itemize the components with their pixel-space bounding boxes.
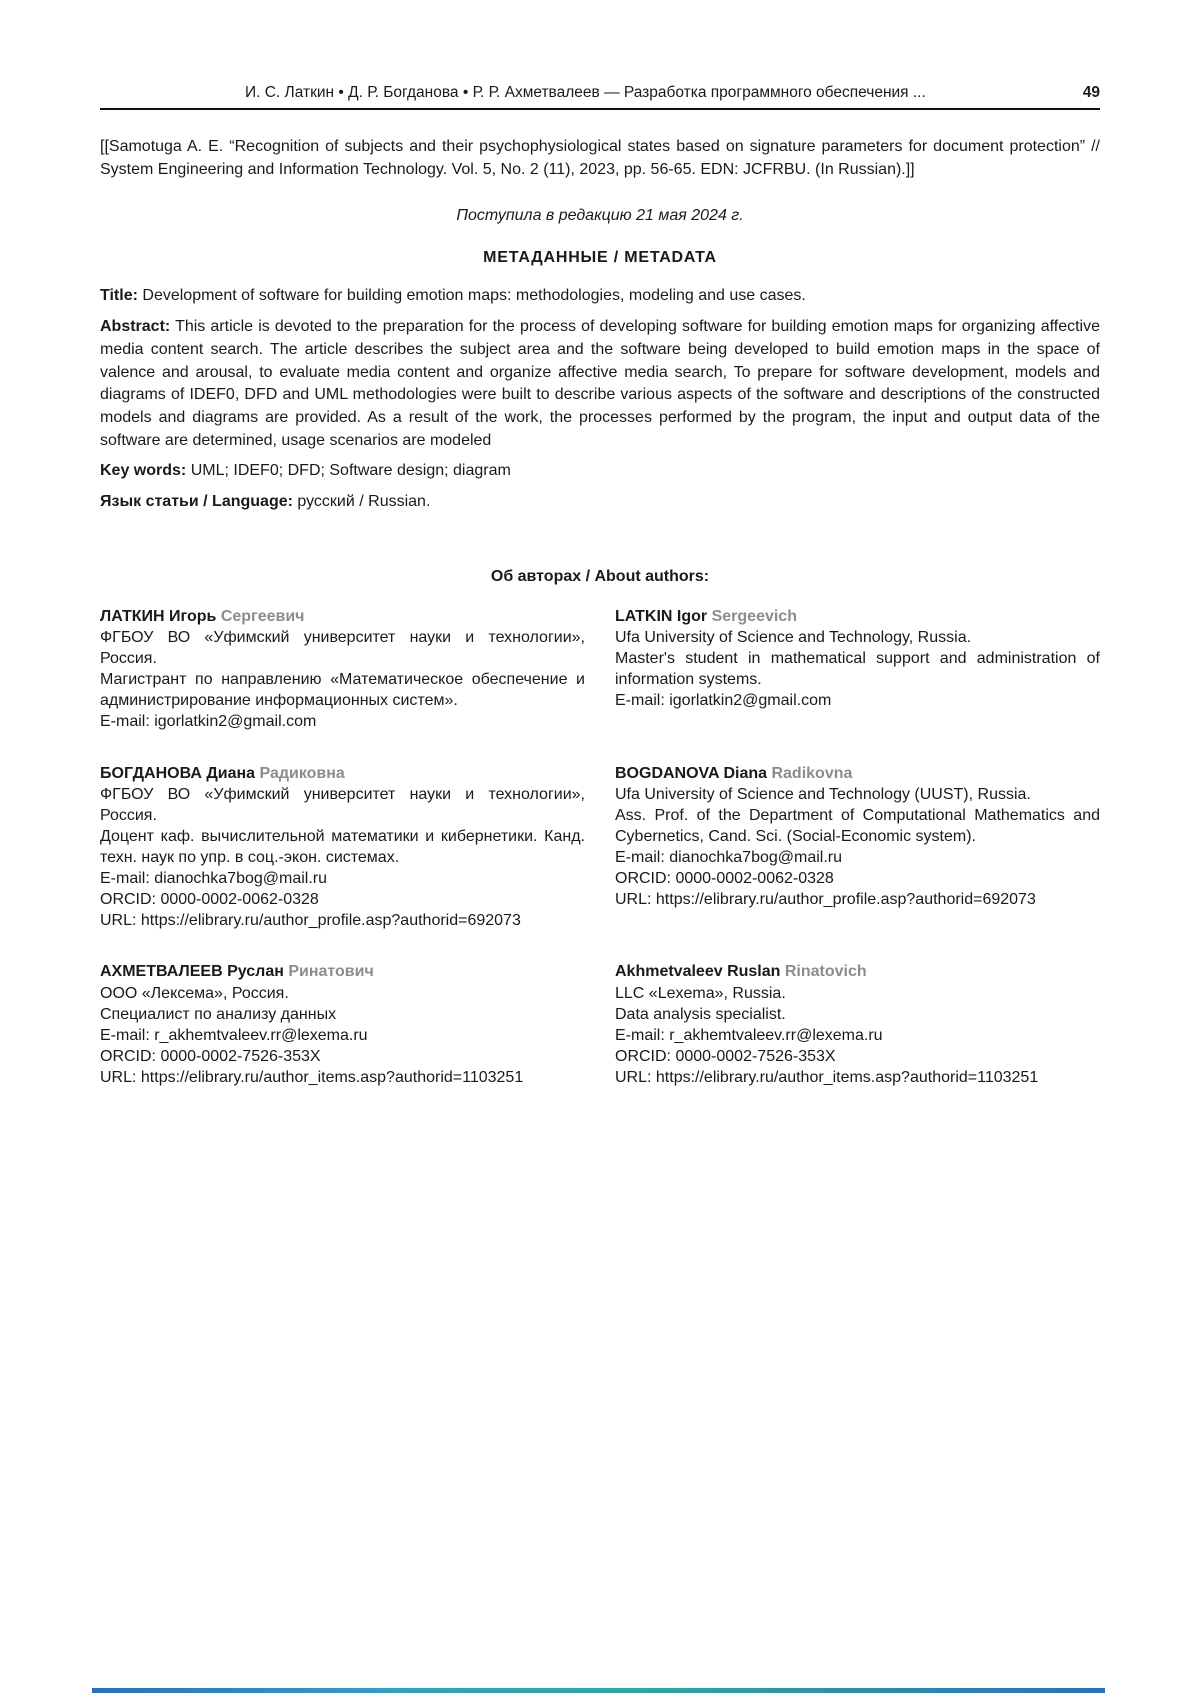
about-authors-heading: Об авторах / About authors: [490, 567, 710, 585]
author-name-patronymic: Radikovna [771, 764, 853, 782]
author-affiliation: Ufa University of Science and Technology (UUST), Russia. [615, 785, 1031, 803]
author-name [100, 606, 585, 627]
abstract-paragraph [100, 316, 1100, 452]
author-role: Доцент каф. вычислительной математики и кибернетики. Канд. техн. наук по упр. в соц.-экон. системах. [100, 827, 585, 866]
author-row-akhmetvaleev [100, 961, 1100, 1088]
page-number: 49 [1082, 84, 1100, 101]
author-name-patronymic: Радиковна [259, 764, 345, 782]
title-paragraph [100, 285, 1100, 308]
page-content [100, 84, 1100, 1118]
author-name-patronymic: Rinatovich [784, 963, 867, 981]
running-header [100, 84, 1100, 110]
author-latkin-en [615, 606, 1100, 733]
keywords-label: Key words: [100, 462, 187, 480]
author-affiliation: LLC «Lexema», Russia. [615, 984, 786, 1002]
author-name-patronymic: Ринатович [288, 963, 374, 981]
author-url: URL: https://elibrary.ru/author_items.asp?authorid=1103251 [615, 1068, 1039, 1086]
reference-note: [[Samotuga A. E. “Recognition of subjects and their psychophysiological states based on signature parameters for document protection” // System Engineering and Information Technology. Vol. 5, No. 2 (11), 2023, pp. 56-65. EDN: JCFRBU. (In Russian).]] [100, 138, 1100, 178]
author-name-main: БОГДАНОВА Диана [100, 764, 256, 782]
title-label: Title: [100, 287, 138, 305]
author-role: Магистрант по направлению «Математическое обеспечение и администрирование информационных систем». [100, 671, 585, 710]
author-orcid: ORCID: 0000-0002-0062-0328 [615, 870, 834, 888]
author-url: URL: https://elibrary.ru/author_profile.asp?authorid=692073 [615, 891, 1036, 909]
author-url: URL: https://elibrary.ru/author_profile.asp?authorid=692073 [100, 912, 521, 930]
abstract-text: This article is devoted to the preparation for the process of developing software for building emotion maps for organizing affective media content search. The article describes the subject area and the software being developed to build emotion maps in the space of valence and arousal, to evaluate media content and organize affective media search, To prepare for software development, models and diagrams of IDEF0, DFD and UML methodologies were built to describe various aspects of the software and descriptions of the constructed models and diagrams are provided. As a result of the work, the processes performed by the program, the input and output data of the software are determined, usage scenarios are modeled [100, 318, 1100, 449]
author-email: E-mail: dianochka7bog@mail.ru [100, 870, 328, 888]
author-name-main: BOGDANOVA Diana [615, 764, 768, 782]
received-line: Поступила в редакцию 21 мая 2024 г. [456, 207, 744, 225]
author-orcid: ORCID: 0000-0002-0062-0328 [100, 891, 319, 909]
author-affiliation: ФГБОУ ВО «Уфимский университет науки и технологии», Россия. [100, 629, 585, 668]
footer-gradient-bar [92, 1688, 1105, 1693]
author-bogdanova-ru [100, 763, 585, 932]
author-bogdanova-en [615, 763, 1100, 932]
author-akhmetvaleev-en [615, 961, 1100, 1088]
keywords-text: UML; IDEF0; DFD; Software design; diagram [190, 462, 511, 480]
author-orcid: ORCID: 0000-0002-7526-353X [615, 1047, 836, 1065]
language-paragraph [100, 491, 1100, 514]
author-name-main: Akhmetvaleev Ruslan [615, 963, 781, 981]
author-row-latkin [100, 606, 1100, 733]
metadata-block [100, 285, 1100, 513]
author-name [615, 763, 1100, 784]
author-name-main: ЛАТКИН Игорь [100, 607, 217, 625]
language-text: русский / Russian. [297, 493, 431, 511]
title-text: Development of software for building emotion maps: methodologies, modeling and use cases. [142, 287, 806, 305]
author-role: Специалист по анализу данных [100, 1005, 337, 1023]
author-name-main: LATKIN Igor [615, 607, 708, 625]
author-role: Data analysis specialist. [615, 1005, 786, 1023]
abstract-label: Abstract: [100, 318, 171, 336]
author-email: E-mail: r_akhemtvaleev.rr@lexema.ru [100, 1026, 368, 1044]
author-email: E-mail: igorlatkin2@gmail.com [100, 713, 317, 731]
author-role: Master's student in mathematical support and administration of information systems. [615, 650, 1100, 689]
author-role: Ass. Prof. of the Department of Computational Mathematics and Cybernetics, Cand. Sci. (Social-Economic system). [615, 806, 1100, 845]
author-url: URL: https://elibrary.ru/author_items.asp?authorid=1103251 [100, 1068, 524, 1086]
author-name [615, 961, 1100, 982]
keywords-paragraph [100, 460, 1100, 483]
running-title: И. С. Латкин • Д. Р. Богданова • Р. Р. Ахметвалеев — Разработка программного обеспечения ... [244, 84, 926, 101]
author-name [615, 606, 1100, 627]
author-name-patronymic: Sergeevich [711, 607, 797, 625]
author-affiliation: ФГБОУ ВО «Уфимский университет науки и технологии», Россия. [100, 785, 585, 824]
metadata-heading: МЕТАДАННЫЕ / METADATA [483, 249, 717, 267]
author-name-main: АХМЕТВАЛЕЕВ Руслан [100, 963, 284, 981]
author-name [100, 961, 585, 982]
author-affiliation: Ufa University of Science and Technology, Russia. [615, 629, 972, 647]
language-label: Язык статьи / Language: [100, 493, 293, 511]
author-email: E-mail: igorlatkin2@gmail.com [615, 692, 832, 710]
author-latkin-ru [100, 606, 585, 733]
author-akhmetvaleev-ru [100, 961, 585, 1088]
author-name-patronymic: Сергеевич [220, 607, 305, 625]
author-name [100, 763, 585, 784]
author-email: E-mail: dianochka7bog@mail.ru [615, 849, 843, 866]
author-orcid: ORCID: 0000-0002-7526-353X [100, 1047, 321, 1065]
authors-section [100, 606, 1100, 1088]
author-affiliation: ООО «Лексема», Россия. [100, 984, 289, 1002]
author-row-bogdanova [100, 763, 1100, 932]
author-email: E-mail: r_akhemtvaleev.rr@lexema.ru [615, 1026, 883, 1044]
